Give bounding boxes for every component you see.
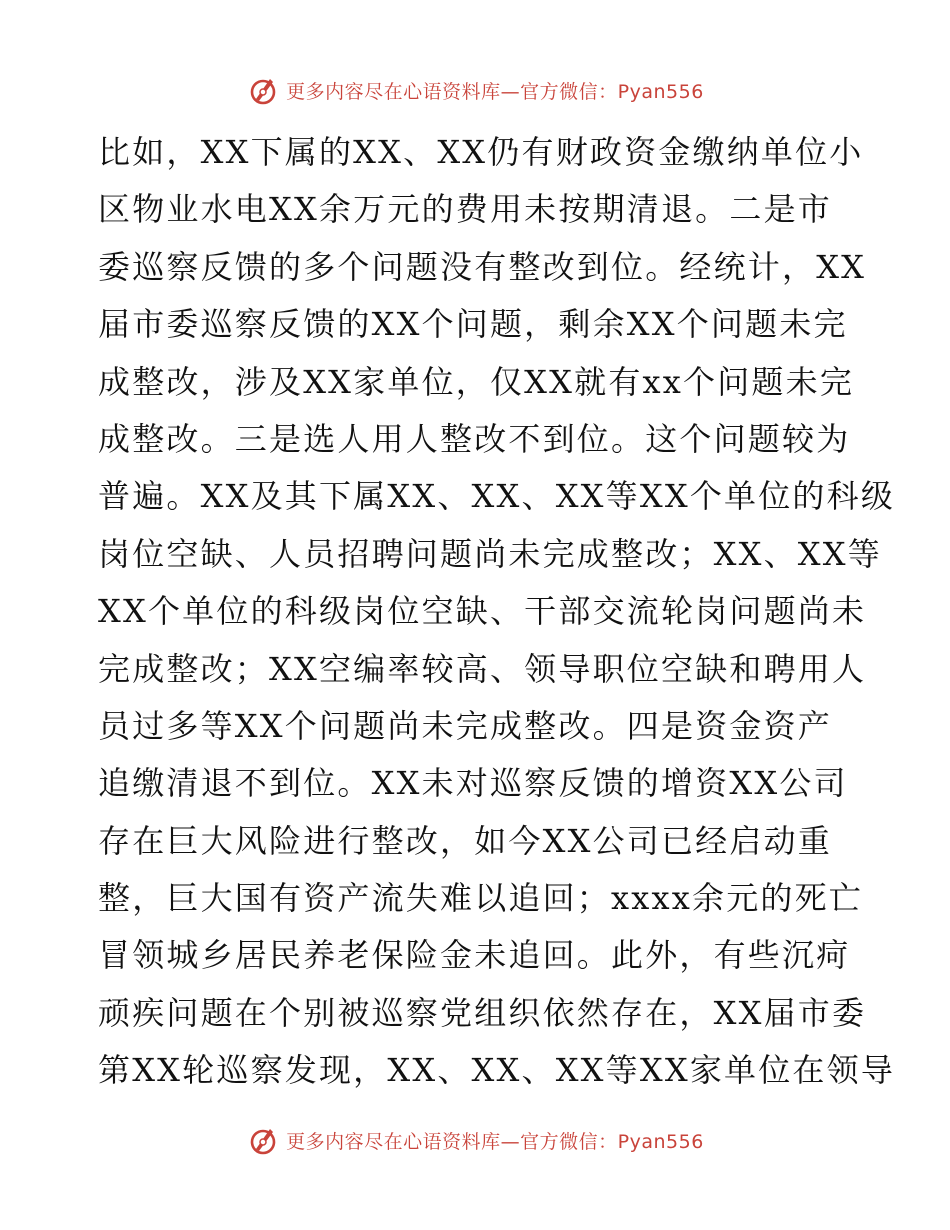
text-line: 整，巨大国有资产流失难以追回；xxxx余元的死亡	[98, 879, 863, 918]
document-body	[98, 124, 896, 1100]
text-line: 比如，XX下属的XX、XX仍有财政资金缴纳单位小	[98, 133, 864, 171]
watermark-text: 更多内容尽在心语资料库—官方微信：Pyan556	[286, 1130, 704, 1153]
quill-logo-icon	[246, 73, 280, 107]
text-line: 届市委巡察反馈的XX个问题，剩余XX个问题未完	[98, 305, 848, 344]
text-line: 完成整改；XX空编率较高、领导职位空缺和聘用人	[98, 649, 867, 688]
text-line: 岗位空缺、人员招聘问题尚未完成整改；XX、XX等	[98, 534, 882, 573]
text-line: 顽疾问题在个别被巡察党组织依然存在，XX届市委	[98, 993, 867, 1032]
text-line: 成整改。三是选人用人整改不到位。这个问题较为	[98, 419, 851, 458]
text-line: 委巡察反馈的多个问题没有整改到位。经统计，XX	[98, 247, 867, 286]
text-line: 员过多等XX个问题尚未完成整改。四是资金资产	[98, 706, 832, 745]
text-line: 成整改，涉及XX家单位，仅XX就有xx个问题未完	[98, 362, 855, 401]
text-line: 冒领城乡居民养老保险金未追回。此外，有些沉疴	[98, 936, 851, 975]
watermark-text: 更多内容尽在心语资料库—官方微信：Pyan556	[286, 80, 704, 103]
text-line: 区物业水电XX余万元的费用未按期清退。二是市	[98, 190, 832, 229]
text-line: 存在巨大风险进行整改，如今XX公司已经启动重	[98, 821, 832, 860]
text-line: XX个单位的科级岗位空缺、干部交流轮岗问题尚未	[98, 592, 867, 631]
header-watermark	[0, 70, 950, 110]
text-line: 追缴清退不到位。XX未对巡察反馈的增资XX公司	[98, 764, 848, 803]
quill-logo-icon	[246, 1123, 280, 1157]
text-line: 普遍。XX及其下属XX、XX、XX等XX个单位的科级	[98, 477, 896, 516]
text-line: 第XX轮巡察发现，XX、XX、XX等XX家单位在领导	[98, 1051, 896, 1090]
footer-watermark	[0, 1120, 950, 1160]
